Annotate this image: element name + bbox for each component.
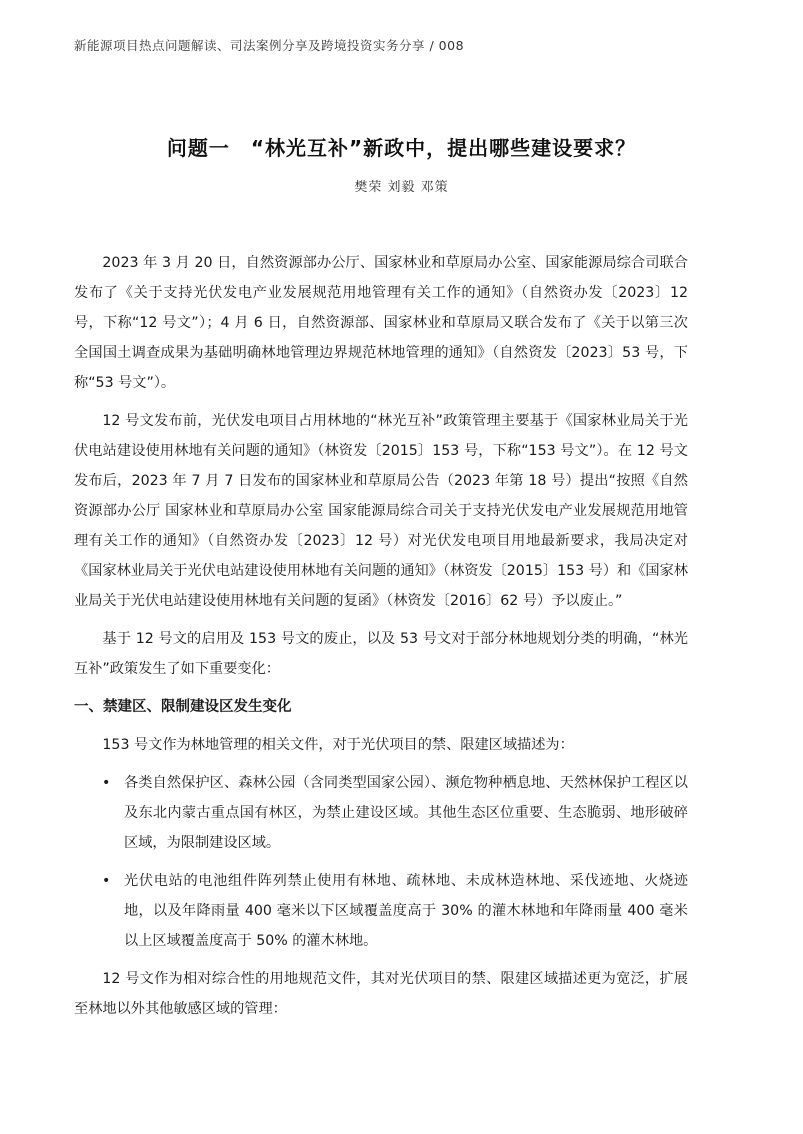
section-heading-1: 一、禁建区、限制建设区发生变化 [74,699,292,715]
paragraph-4: 153 号文作为林地管理的相关文件，对于光伏项目的禁、限建区域描述为： [102,737,574,753]
list-item-text: 光伏电站的电池组件阵列禁止使用有林地、疏林地、未成林造林地、采伐迹地、火烧迹地，以及年降雨量 400 毫米以下区域覆盖度高于 30% 的灌木林地和年降雨量 400 毫米以上区域覆盖度高于 50% 的灌木林地。 [124,873,688,949]
list-item [74,866,688,956]
paragraph-1: 2023 年 3 月 20 日，自然资源部办公厅、国家林业和草原局办公室、国家能源局综合司联合发布了《关于支持光伏发电产业发展规范用地管理有关工作的通知》（自然资办发〔2023〕12 号，下称“12 号文”）；4 月 6 日，自然资源部、国家林业和草原局又联合发布了《关于以第三次全国国土调查成果为基础明确林地管理边界规范林地管理的通知》（自然资发〔2023〕53 号，下称“53 号文”）。 [74,255,688,391]
author-line: 樊荣 刘毅 邓策 [354,180,449,195]
page-title: 问题一 “林光互补”新政中，提出哪些建设要求？ [166,136,637,160]
bullet-icon: • [102,775,111,791]
bullet-list [74,768,688,956]
paragraph-2: 12 号文发布前，光伏发电项目占用林地的“林光互补”政策管理主要基于《国家林业局关于光伏电站建设使用林地有关问题的通知》（林资发〔2015〕153 号，下称“153 号文”）。在 12 号文发布后，2023 年 7 月 7 日发布的国家林业和草原局公告（2023 年第 18 号）提出“按照《自然资源部办公厅 国家林业和草原局办公室 国家能源局综合司关于支持光伏发电产业发展规范用地管理有关工作的通知》（自然资办发〔2023〕12 号）对光伏发电项目用地最新要求，我局决定对《国家林业局关于光伏电站建设使用林地有关问题的通知》（林资发〔2015〕153 号）和《国家林业局关于光伏电站建设使用林地有关问题的复函》（林资发〔2016〕62 号）予以废止。” [74,413,688,609]
list-item [74,768,688,858]
paragraph-3: 基于 12 号文的启用及 153 号文的废止，以及 53 号文对于部分林地规划分类的明确，“林光互补”政策发生了如下重要变化： [74,631,688,677]
running-head: 新能源项目热点问题解读、司法案例分享及跨境投资实务分享 / 008 [74,38,465,53]
paragraph-5: 12 号文作为相对综合性的用地规范文件，其对光伏项目的禁、限建区域描述更为宽泛，扩展至林地以外其他敏感区域的管理： [74,971,688,1017]
bullet-icon: • [102,873,111,889]
list-item-text: 各类自然保护区、森林公园（含同类型国家公园）、濒危物种栖息地、天然林保护工程区以及东北内蒙古重点国有林区，为禁止建设区域。其他生态区位重要、生态脆弱、地形破碎区域，为限制建设区域。 [124,775,688,851]
article-body [74,248,688,1032]
